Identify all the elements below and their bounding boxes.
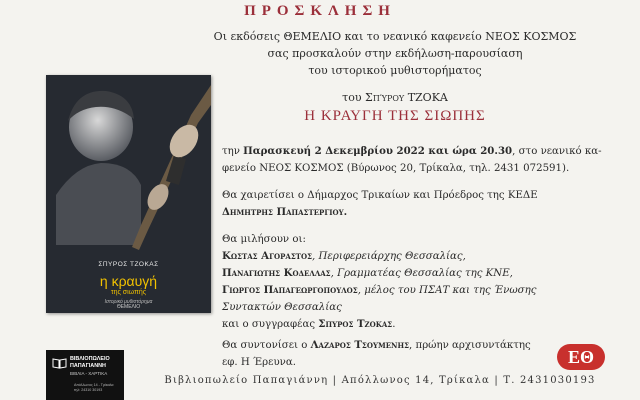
event-date-paragraph (222, 143, 627, 160)
intro-text (150, 28, 640, 79)
bookstore-address (74, 383, 114, 393)
speaker-role: , μέλος του ΠΣΑΤ και της Ένωσης (357, 285, 537, 296)
text: , στο νεανικό κα- (512, 146, 602, 157)
cover-publisher: ΘΕΜΕΛΙΟ (116, 304, 141, 310)
page-title: ΠΡΟΣΚΛΗΣΗ (244, 3, 396, 19)
open-book-icon (52, 357, 67, 369)
text: την (222, 146, 244, 157)
moderator-line-cont: εφ. Η Έρευνα. (222, 357, 296, 368)
speaker-role: , Περιφερειάρχης Θεσσαλίας, (312, 251, 466, 262)
cover-title-sub: της σιωπής (110, 289, 147, 296)
text: Θα συντονίσει ο (222, 340, 311, 351)
intro-line: του ιστορικού μυθιστορήματος (308, 64, 482, 77)
author-prefix: του (342, 91, 362, 104)
rifle-illustration (132, 85, 211, 250)
speakers-heading: Θα μιλήσουν οι: (222, 234, 306, 245)
text: . (392, 319, 396, 330)
book-cover (46, 75, 211, 313)
bookstore-name-line: ΠΑΠΑΓΙΑΝΝΗ (70, 363, 106, 369)
bookstore-name-line: ΒΙΒΛΙΟΠΩΛΕΙΟ (70, 356, 110, 362)
cover-author: ΣΠΥΡΟΣ ΤΖΟΚΑΣ (98, 261, 159, 268)
speaker-name: Σπυρος Τζοκας (318, 318, 393, 330)
speaker-name: Γιωργος Παπαγεωργοπουλος (222, 284, 358, 296)
bookstore-name (70, 356, 110, 370)
author-name: Σπύρου ΤΖΟΚΑ (365, 91, 448, 104)
event-venue: φενείο ΝΕΟΣ ΚΟΣΜΟΣ (Βύρωνος 20, Τρίκαλα, τηλ. 2431 072591). (222, 163, 570, 174)
text: , πρώην αρχισυντάκτης (409, 340, 531, 351)
intro-line: Οι εκδόσεις ΘΕΜΕΛΙΟ και το νεανικό καφενείο ΝΕΟΣ ΚΟΣΜΟΣ (213, 30, 577, 43)
speaker-item (222, 265, 627, 282)
speaker-item (222, 316, 627, 333)
speaker-role-cont: Συντακτών Θεσσαλίας (222, 302, 342, 313)
speaker-name: Κωστας Αγοραστος (222, 250, 313, 262)
moderator-name: Λαζαρος Τσουμενης (310, 339, 410, 351)
event-details (222, 143, 627, 371)
cover-title: η κραυγή (99, 273, 158, 289)
greeting-name: Δημητρης Παπαστεργιου. (222, 206, 348, 218)
intro-line: σας προσκαλούν στην εκδήλωση-παρουσίαση (267, 47, 523, 60)
speaker-item (222, 248, 627, 265)
speaker-item (222, 282, 627, 299)
bookstore-tagline: ΒΙΒΛΙΑ - ΧΑΡΤΙΚΑ (70, 371, 108, 376)
cover-subtitle: Ιστορικό μυθιστόρημα (104, 299, 153, 305)
portrait-shoulders (56, 163, 141, 245)
speaker-role: , Γραμματέας Θεσσαλίας της ΚΝΕ, (330, 268, 513, 279)
speaker-name: Παναγιωτης Κοδελλας (222, 267, 331, 279)
bookstore-address-line: Απόλλωνος 14 - Τρίκαλα (74, 383, 114, 387)
bookstore-logo (46, 350, 124, 400)
bookstore-phone: τηλ: 24310 30193 (74, 388, 103, 392)
publisher-logo: ΕΘ (557, 344, 605, 370)
greeting-text: Θα χαιρετίσει ο Δήμαρχος Τρικαίων και Πρόεδρος της ΚΕΔΕ (222, 190, 538, 201)
event-date: Παρασκευή 2 Δεκεμβρίου 2022 και ώρα 20.30 (243, 145, 513, 157)
author-line (150, 91, 640, 104)
footer-contact: Βιβλιοπωλείο Παπαγιάννη | Απόλλωνος 14, Τρίκαλα | Τ. 2431030193 (164, 375, 596, 386)
book-title: Η ΚΡΑΥΓΗ ΤΗΣ ΣΙΩΠΗΣ (304, 108, 486, 124)
text: και ο συγγραφέας (222, 319, 319, 330)
